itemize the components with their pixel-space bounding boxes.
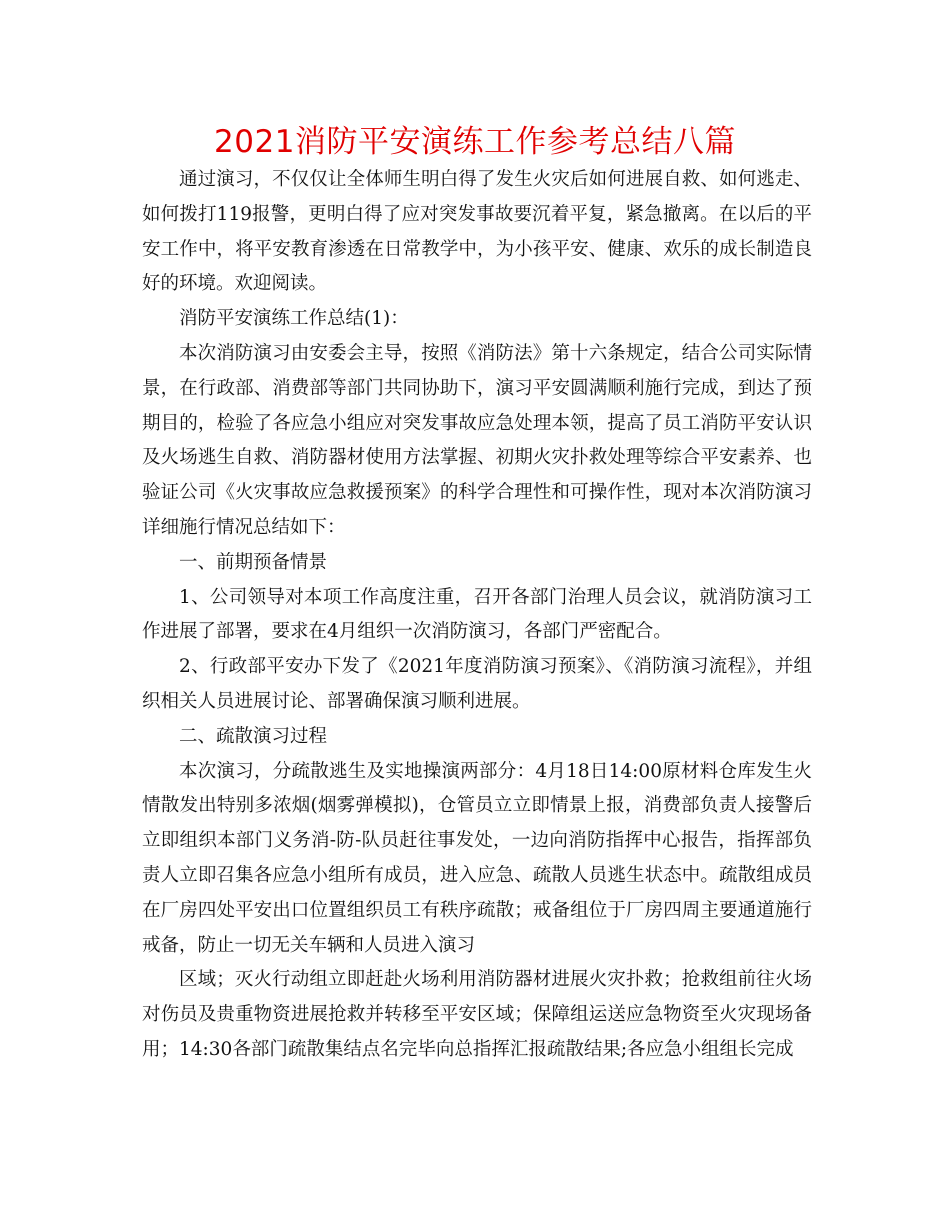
drill-process-paragraph: 本次演习，分疏散逃生及实地操演两部分：4月18日14:00原材料仓库发生火情散发出特别多浓烟(烟雾弹模拟)，仓管员立立即情景上报，消费部负责人接警后立即组织本部门义务消-防-队员赶往事发处，一边向消防指挥中心报告，指挥部负责人立即召集各应急小组所有成员，进入应急、疏散人员逃生状态中。疏散组成员在厂房四处平安出口位置组织员工有秩序疏散；戒备组位于厂房四周主要通道施行戒备，防止一切无关车辆和人员进入演习 xyxy=(142,760,812,956)
section-heading-preparation: 一、前期预备情景 xyxy=(179,551,328,573)
document-title: 2021消防平安演练工作参考总结八篇 xyxy=(214,124,736,160)
preparation-item-2: 2、行政部平安办下发了《2021年度消防演习预案》、《消防演习流程》，并组织相关人员进展讨论、部署确保演习顺利进展。 xyxy=(142,656,812,712)
drill-continuation-paragraph: 区域；灭火行动组立即赶赴火场利用消防器材进展火灾扑救；抢救组前往火场对伤员及贵重物资进展抢救并转移至平安区域；保障组运送应急物资至火灾现场备用；14:30各部门疏散集结点名完毕向总指挥汇报疏散结果;各应急小组组长完成 xyxy=(142,969,812,1060)
document-body xyxy=(142,163,812,1068)
intro-paragraph: 通过演习，不仅仅让全体师生明白得了发生火灾后如何进展自救、如何逃走、如何拨打119报警，更明白得了应对突发事故要沉着平复，紧急撤离。在以后的平安工作中，将平安教育渗透在日常教学中，为小孩平安、健康、欢乐的成长制造良好的环境。欢迎阅读。 xyxy=(142,169,812,295)
overview-paragraph: 本次消防演习由安委会主导，按照《消防法》第十六条规定，结合公司实际情景，在行政部、消费部等部门共同协助下，演习平安圆满顺利施行完成，到达了预期目的，检验了各应急小组应对突发事故应急处理本领，提高了员工消防平安认识及火场逃生自救、消防器材使用方法掌握、初期火灾扑救处理等综合平安素养、也验证公司《火灾事故应急救援预案》的科学合理性和可操作性，现对本次消防演习详细施行情况总结如下： xyxy=(142,342,812,538)
section-heading-summary-1: 消防平安演练工作总结(1)： xyxy=(179,308,409,330)
section-heading-drill-process: 二、疏散演习过程 xyxy=(179,725,328,747)
preparation-item-1: 1、公司领导对本项工作高度注重，召开各部门治理人员会议，就消防演习工作进展了部署，要求在4月组织一次消防演习，各部门严密配合。 xyxy=(142,586,812,643)
